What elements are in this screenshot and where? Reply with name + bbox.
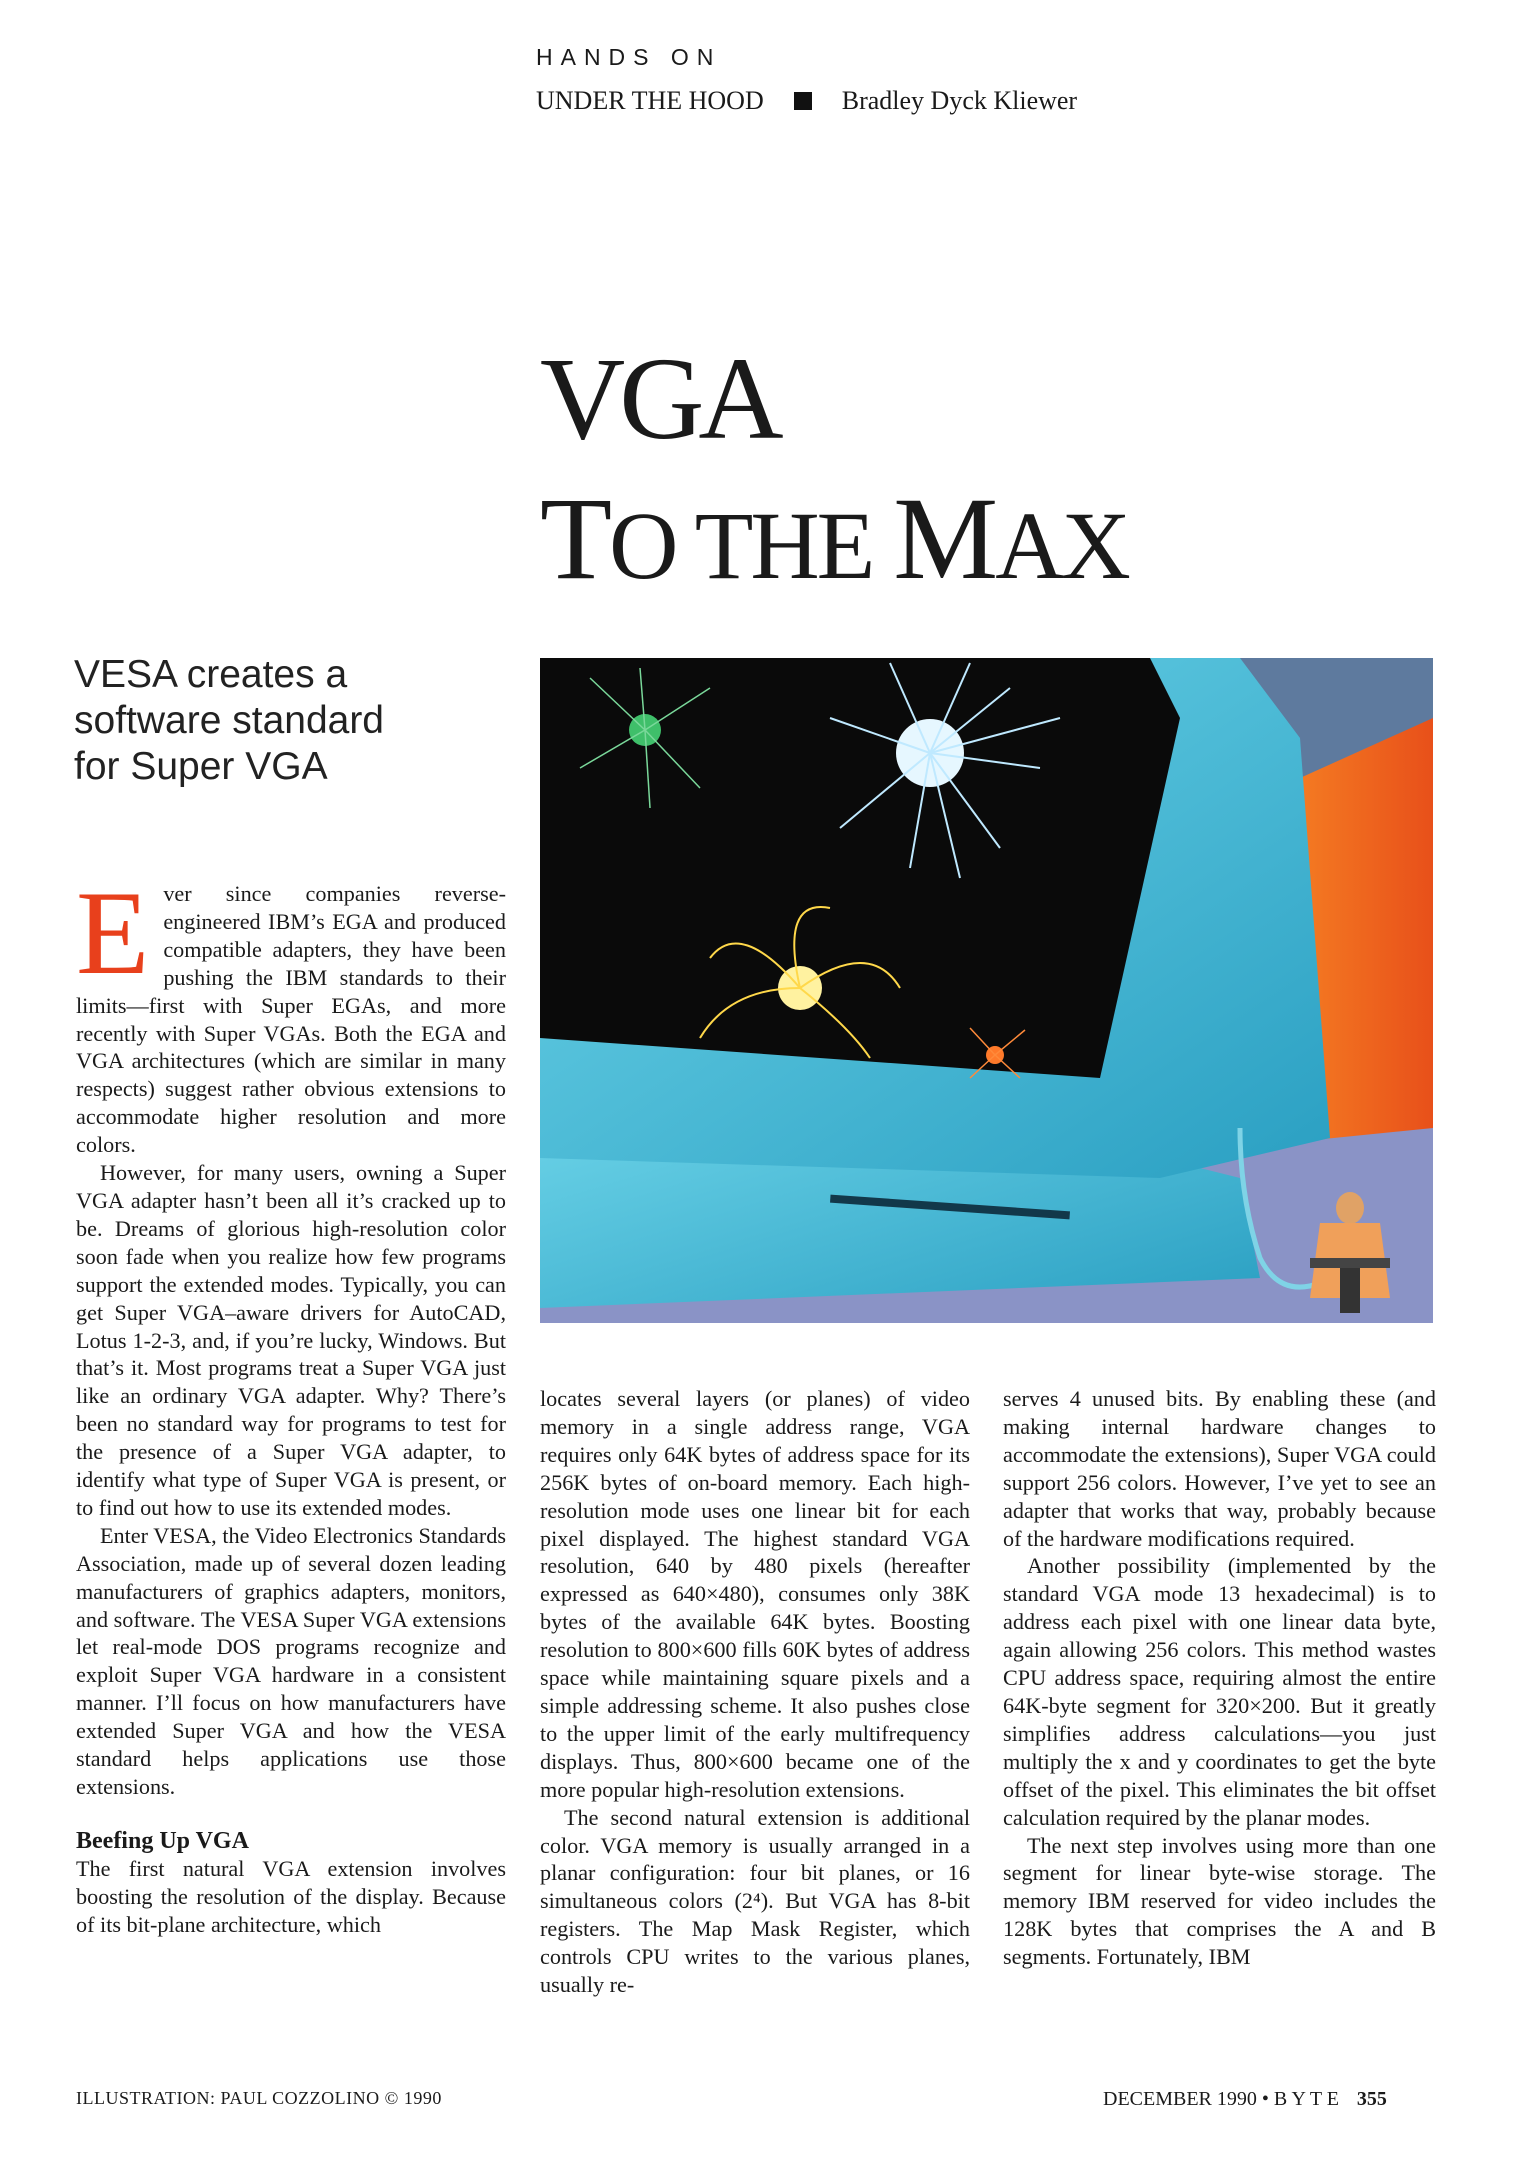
paragraph: The first natural VGA extension involves boosting the resolution of the display. Because of its bit-plane architecture, which [76,1855,506,1937]
byline [536,86,1077,116]
illustration-credit: ILLUSTRATION: PAUL COZZOLINO © 1990 [76,2088,442,2108]
column-3 [1003,1385,1436,1971]
section-label: UNDER THE HOOD [536,86,764,115]
subhead: Beefing Up VGA [76,1827,249,1854]
paragraph: Enter VESA, the Video Electronics Standards Association, made up of several dozen leading manufacturers of graphics adapters, monitors, and software. The VESA Super VGA extensions let real-mode DOS programs recognize and exploit Super VGA hardware in a consistent manner. I’ll focus on how manufacturers have extended Super VGA and how the VESA standard helps applications use those extensions. [76,1522,506,1799]
drop-cap: E [76,866,150,999]
title-middle: O THE [609,492,894,599]
fireworks-monitor-illustration [540,658,1433,1323]
paragraph: locates several layers (or planes) of video memory in a single address range, VGA requires only 64K bytes of address space for its 256K bytes of on-board memory. Each high-resolution mode uses one linear bit for each pixel displayed. The highest standard VGA resolution, 640 by 480 pixels (hereafter expressed as 640×480), consumes only 38K bytes of the available 64K bytes. Boosting resolution to 800×600 fills 60K bytes of address space while maintaining square pixels and a simple addressing scheme. It also pushes close to the upper limit of the early multifrequency displays. Thus, 800×600 became one of the more popular high-resolution extensions. [540,1386,970,1802]
issue-footer [1103,2088,1387,2111]
paragraph: ver since companies reverse-engineered IBM’s EGA and produced compatible adapters, they have been pushing the IBM standards to their limits—first with Super EGAs, and more recently with Super VGAs. Both the EGA and VGA architectures (which are similar in many respects) suggest rather obvious extensions to accommodate higher resolution and more colors. [76,881,506,1158]
separator-square [794,92,812,110]
paragraph: The next step involves using more than one segment for linear byte-wise storage. The memory IBM reserved for video includes the 128K bytes that comprises the A and B segments. Fortunately, IBM [1003,1832,1436,1970]
paragraph: However, for many users, owning a Super VGA adapter hasn’t been all it’s cracked up to be. Dreams of glorious high-resolution color soon fade when you realize how few programs support the extended modes. Typically, you can get Super VGA–aware drivers for AutoCAD, Lotus 1-2-3, and, if you’re lucky, Windows. But that’s it. Most programs treat a Super VGA just like an ordinary VGA adapter. Why? There’s been no standard way for programs to test for the presence of a Super VGA adapter, to identify what type of Super VGA is present, or to find out how to use its extended modes. [76,1160,506,1520]
paragraph: The second natural extension is additional color. VGA memory is usually arranged in a planar configuration: four bit planes, or 16 simultaneous colors (2⁴). But VGA has 8-bit registers. The Map Mask Register, which controls CPU writes to the various planes, usually re- [540,1804,970,1998]
column-1 [76,866,506,1939]
deck: VESA creates a software standard for Super VGA [74,653,385,788]
paragraph: Another possibility (implemented by the standard VGA mode 13 hexadecimal) is to address each pixel with one linear data byte, again allowing 256 colors. This method wastes CPU address space, requiring almost the entire 64K-byte segment for 320×200. But it greatly simplifies address calculations—you just multiply the x and y coordinates to get the byte offset of the pixel. This eliminates the bit offset calculation required by the planar modes. [1003,1553,1436,1830]
title-line-1: VGA [540,333,778,464]
column-2 [540,1385,970,1999]
title-line-2 [540,473,1128,604]
title-cap-t: T [540,473,610,604]
page-number: 355 [1356,2088,1387,2110]
kicker: HANDS ON [536,44,722,70]
title-cap-m: M [893,473,996,604]
title-end: AX [995,492,1128,599]
issue-label: DECEMBER 1990 • B Y T E [1103,2088,1339,2110]
paragraph: serves 4 unused bits. By enabling these (and making internal hardware changes to accommodate the extensions), Super VGA could support 256 colors. However, I’ve yet to see an adapter that works that way, probably because of the hardware modifications required. [1003,1386,1436,1551]
author-name: Bradley Dyck Kliewer [841,86,1078,115]
